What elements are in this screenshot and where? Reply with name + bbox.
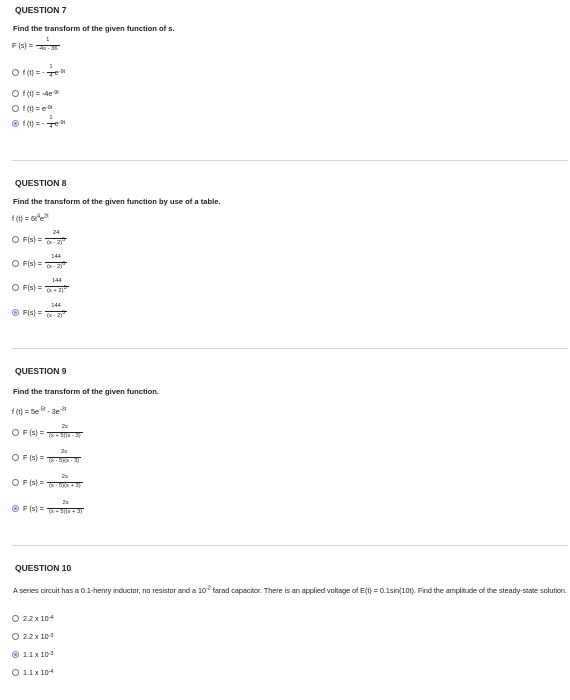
option-fraction <box>47 116 54 131</box>
option-denominator: (s + 5)(s - 3) <box>48 432 81 439</box>
option-numerator: 2s <box>61 448 68 455</box>
section-divider <box>12 160 568 161</box>
given-lhs: f (t) = 5e <box>12 407 39 416</box>
option-numerator: 144 <box>51 303 61 310</box>
given-exponent-2: -3t <box>59 406 67 413</box>
radio-button[interactable] <box>12 479 19 486</box>
question-9-title: QUESTION 9 <box>15 366 67 376</box>
given-fraction <box>36 38 60 53</box>
given-denominator: -4s - 36 <box>37 45 58 52</box>
option-denominator: 4 <box>49 72 53 79</box>
option-numerator: 2s <box>61 423 68 430</box>
denominator-exponent: 6 <box>62 261 66 268</box>
option-fraction <box>47 450 81 465</box>
given-exponent-1: 4 <box>36 213 41 220</box>
denominator-exponent: 5 <box>63 285 67 292</box>
question-8-option-b[interactable] <box>12 253 67 273</box>
question-7-prompt: Find the transform of the given function of s. <box>13 24 175 33</box>
option-text: f (t) = -4e <box>23 88 53 98</box>
question-10-prompt <box>13 586 568 596</box>
radio-button-selected[interactable] <box>12 120 19 127</box>
radio-button[interactable] <box>12 429 19 436</box>
radio-button[interactable] <box>12 236 19 243</box>
radio-button-selected[interactable] <box>12 651 19 658</box>
denominator-exponent: 5 <box>62 237 66 244</box>
option-lhs: F(s) = <box>23 307 42 317</box>
option-denominator: (s - 5)(s - 3) <box>48 457 80 464</box>
given-numerator: 1 <box>46 37 50 43</box>
option-denominator: (s + 5)(s + 3) <box>48 508 83 515</box>
radio-button[interactable] <box>12 260 19 267</box>
question-10-option-d[interactable]: 1.1 x 10 -4 <box>12 664 53 680</box>
question-8-option-a[interactable] <box>12 229 67 249</box>
option-base: e <box>54 118 59 128</box>
denominator-base: (s - 2) <box>46 312 63 319</box>
option-base: e <box>54 67 59 77</box>
denominator-exponent: 5 <box>62 310 66 317</box>
option-fraction <box>47 501 84 516</box>
denominator-base: (s - 2) <box>46 239 63 246</box>
option-numerator: 1 <box>49 63 53 70</box>
question-7-option-c[interactable]: f (t) = e -9t <box>12 100 52 116</box>
given-lhs: f (t) = 6t <box>12 214 37 223</box>
question-8-title: QUESTION 8 <box>15 178 67 188</box>
question-9-option-b[interactable] <box>12 447 81 467</box>
option-lhs: F (s) = <box>23 477 44 487</box>
denominator-base: (s - 2) <box>46 263 63 270</box>
section-divider <box>12 545 568 546</box>
radio-button[interactable] <box>12 69 19 76</box>
question-9-given-function <box>12 407 66 416</box>
question-10-option-a[interactable]: 2.2 x 10 -4 <box>12 610 53 626</box>
option-fraction <box>47 475 83 490</box>
given-base: e <box>40 214 45 223</box>
option-fraction <box>47 65 54 80</box>
question-9-option-d[interactable] <box>12 498 84 518</box>
question-8-option-d[interactable] <box>12 302 67 322</box>
prompt-exponent: -2 <box>205 585 211 592</box>
question-9-prompt: Find the transform of the given function. <box>13 387 159 396</box>
question-7-option-d[interactable]: f (t) = - $\frac{1}{4}$ e -9t <box>12 115 65 131</box>
option-lhs: f (t) = - <box>23 118 45 128</box>
question-7-option-a[interactable]: f (t) = - $\frac{1}{4}$ e -9t <box>12 64 65 80</box>
option-text: 2.2 x 10 <box>23 631 49 641</box>
option-text: 1.1 x 10 <box>23 649 49 659</box>
radio-button[interactable] <box>12 669 19 676</box>
prompt-text-a: A series circuit has a 0.1-henry inductor, no resistor and a 10 <box>13 586 206 595</box>
option-lhs: F(s) = <box>23 234 42 244</box>
prompt-text-b: farad capacitor. There is an applied voltage of E(t) = 0.1sin(10t). Find the amplitude of the steady-state solution. <box>210 586 567 595</box>
given-base: - 3e <box>47 407 60 416</box>
option-denominator <box>45 238 67 247</box>
option-lhs: F (s) = <box>23 427 44 437</box>
option-numerator: 144 <box>51 278 62 285</box>
option-fraction <box>45 255 67 271</box>
question-9-option-c[interactable] <box>12 472 83 492</box>
question-7-given-function <box>12 38 60 53</box>
option-denominator <box>45 262 67 271</box>
radio-button-selected[interactable] <box>12 505 19 512</box>
option-lhs: F (s) = <box>23 452 44 462</box>
option-lhs: F (s) = <box>23 503 44 513</box>
radio-button[interactable] <box>12 105 19 112</box>
option-lhs: f (t) = - <box>23 67 45 77</box>
option-denominator <box>45 311 67 320</box>
option-fraction <box>45 304 67 320</box>
question-8-prompt: Find the transform of the given function by use of a table. <box>13 197 221 206</box>
question-10-title: QUESTION 10 <box>15 563 72 573</box>
radio-button-selected[interactable] <box>12 309 19 316</box>
section-divider <box>12 348 568 349</box>
radio-button[interactable] <box>12 90 19 97</box>
given-exponent-1: -5t <box>38 406 46 413</box>
option-text: 1.1 x 10 <box>23 667 49 677</box>
option-lhs: F(s) = <box>23 282 42 292</box>
option-denominator <box>45 286 69 295</box>
question-10-option-b[interactable]: 2.2 x 10 -3 <box>12 628 53 644</box>
question-7-option-b[interactable]: f (t) = -4e -9t <box>12 85 59 101</box>
question-8-given-function <box>12 214 49 223</box>
option-numerator: 2s <box>61 473 68 480</box>
given-exponent-2: 2t <box>44 213 49 220</box>
radio-button[interactable] <box>12 615 19 622</box>
option-fraction <box>45 279 69 295</box>
option-denominator: (s - 5)(s + 3) <box>48 482 81 489</box>
radio-button[interactable] <box>12 454 19 461</box>
option-lhs: F(s) = <box>23 258 42 268</box>
radio-button[interactable] <box>12 633 19 640</box>
question-7-title: QUESTION 7 <box>15 5 67 15</box>
question-10-option-c[interactable]: 1.1 x 10 -3 <box>12 646 53 662</box>
option-denominator: 4 <box>49 123 53 130</box>
question-8-option-c[interactable] <box>12 277 69 297</box>
option-numerator: 24 <box>52 230 60 237</box>
option-text: f (t) = e <box>23 103 46 113</box>
given-lhs: F (s) = <box>12 40 33 50</box>
radio-button[interactable] <box>12 284 19 291</box>
option-numerator: 1 <box>49 114 53 121</box>
option-text: 2.2 x 10 <box>23 613 49 623</box>
question-9-option-a[interactable] <box>12 422 83 442</box>
option-numerator: 144 <box>51 254 61 261</box>
denominator-base: (s + 2) <box>46 287 64 294</box>
option-numerator: 2s <box>62 499 69 506</box>
option-fraction <box>47 425 83 440</box>
option-fraction <box>45 231 67 247</box>
